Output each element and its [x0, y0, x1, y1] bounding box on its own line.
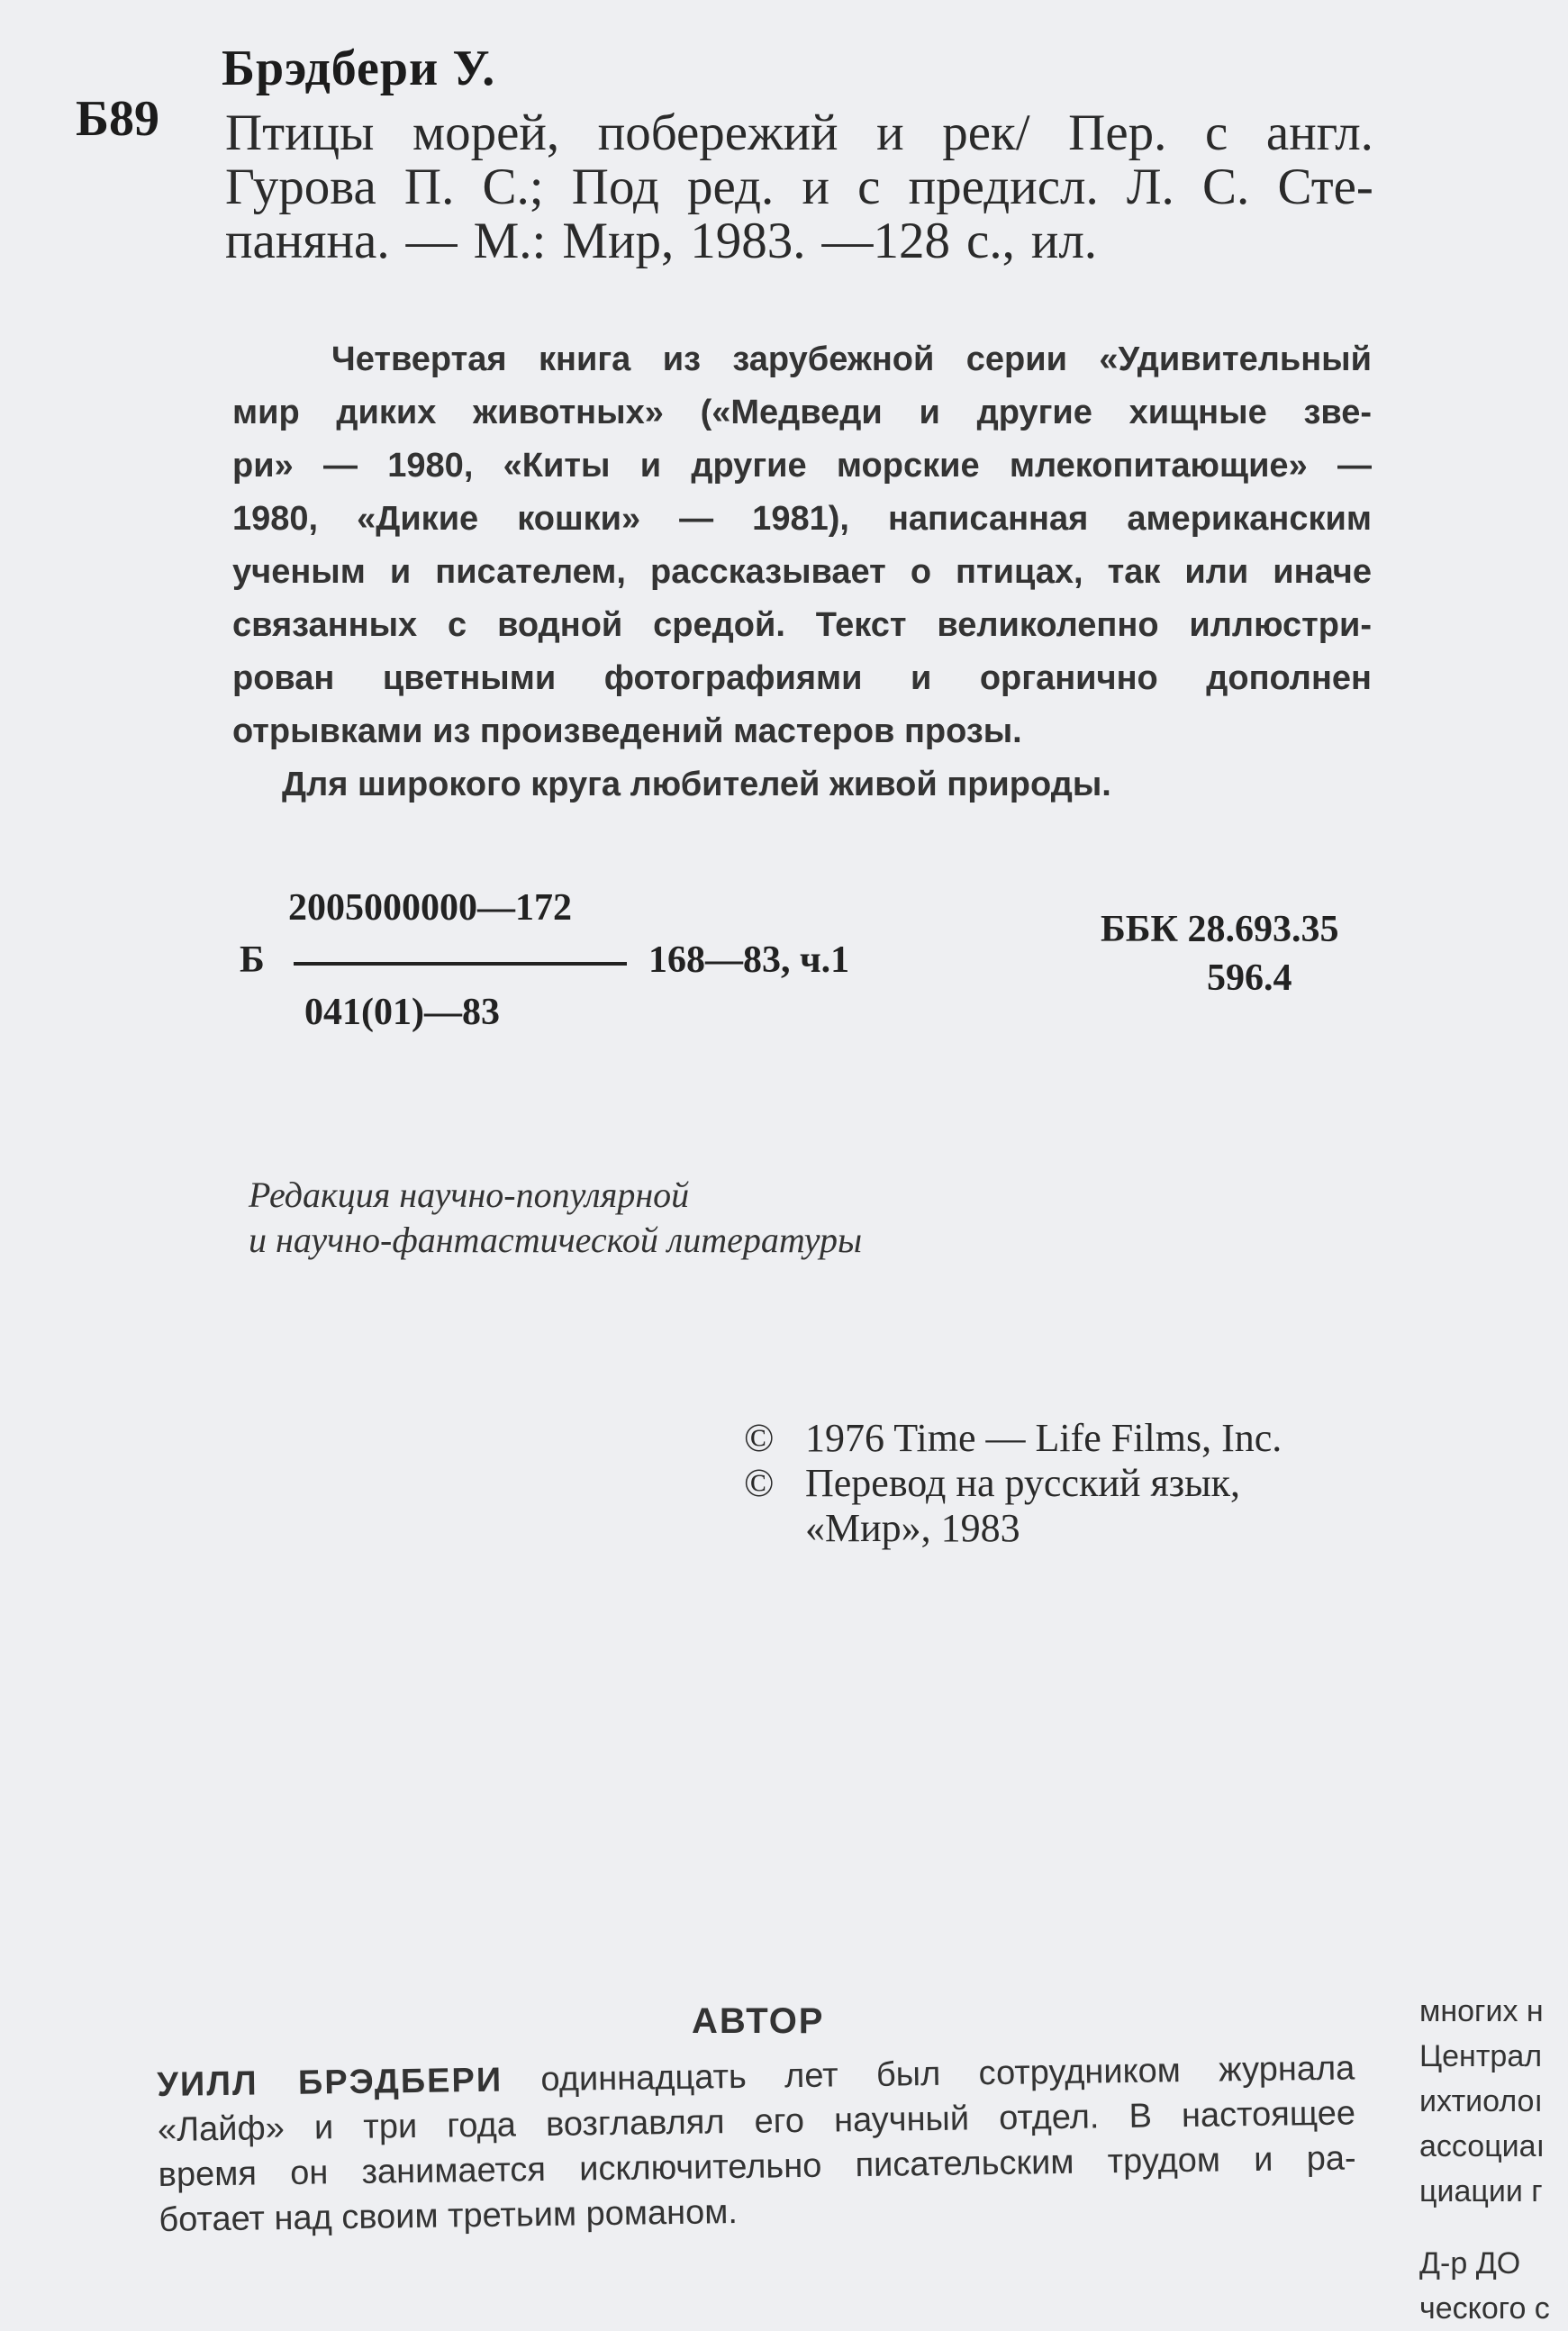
bbk-index: ББК 28.693.35 [1101, 909, 1339, 950]
copyright-line-2 [744, 1461, 1282, 1506]
side-gap [1419, 2214, 1550, 2241]
catalog-code: Б89 [76, 91, 160, 147]
biblio-line-3 [225, 214, 1373, 268]
biblio-line-2 [225, 160, 1373, 214]
word: предисл. [908, 159, 1099, 215]
word: П. [403, 159, 455, 215]
biblio-line-1 [225, 106, 1373, 160]
side-line: многих н [1419, 1994, 1544, 2028]
audience-note: Для широкого круга любителей живой природы. [282, 766, 1111, 803]
editorial-line-1: Редакция научно-популярной [249, 1175, 690, 1215]
bbk-index-secondary: 596.4 [1207, 957, 1292, 999]
about-author-text [157, 2045, 1357, 2243]
author-full-name: УИЛЛ БРЭДБЕРИ [157, 2061, 503, 2104]
annotation-line: ри» — 1980, «Киты и другие морские млекопитающие» — [232, 447, 1372, 485]
word: морей, [412, 104, 560, 161]
annotation-line: 1980, «Дикие кошки» — 1981), написанная американским [232, 500, 1372, 538]
word: англ. [1265, 104, 1373, 161]
bibliographic-description [225, 106, 1373, 268]
annotation-line: отрывками из произведений мастеров прозы. [232, 712, 1022, 750]
word: — [405, 213, 458, 269]
bk-middle: 168—83, ч.1 [648, 939, 850, 981]
word: Сте- [1277, 159, 1373, 215]
author-line: «Лайф» и три года возглавлял его научный отдел. В настоящее [157, 2094, 1356, 2149]
copyright-text: «Мир», 1983 [805, 1506, 1020, 1550]
annotation-line: мир диких животных» («Медведи и другие хищные зве- [232, 394, 1372, 431]
bk-denominator: 041(01)—83 [304, 992, 500, 1033]
word: и [802, 159, 829, 215]
author-line: ботает над своим третьим романом. [159, 2193, 739, 2239]
word: паняна. [225, 213, 390, 269]
author-name: Брэдбери У. [222, 41, 496, 96]
annotation-line: ученым и писателем, рассказывает о птицах, так или иначе [232, 553, 1372, 591]
word: с [857, 159, 881, 215]
side-line: ихтиолоı [1419, 2084, 1543, 2118]
side-line: Д-р ДО [1419, 2246, 1521, 2281]
word: Л. [1126, 159, 1174, 215]
word: С.; [482, 159, 544, 215]
copyright-text: 1976 Time — Life Films, Inc. [805, 1416, 1282, 1460]
bk-numerator: 2005000000—172 [288, 887, 572, 929]
word: ред. [687, 159, 775, 215]
copyright-icon: © [744, 1416, 775, 1460]
editorial-office [249, 1173, 862, 1263]
word: —128 [821, 213, 951, 269]
copyright-block [744, 1416, 1282, 1551]
annotation-line: связанных с водной средой. Текст великолепно иллюстри- [232, 606, 1372, 644]
bk-letter: Б [240, 939, 265, 981]
annotation-line: Четвертая книга из зарубежной серии «Удивительный [331, 340, 1372, 378]
word: М.: [473, 213, 547, 269]
word: с., [966, 213, 1015, 269]
word: 1983. [690, 213, 806, 269]
word: рек/ [942, 104, 1030, 161]
side-line: ассоциаı [1419, 2129, 1545, 2163]
word: ил. [1030, 213, 1098, 269]
word: с [1205, 104, 1228, 161]
copyright-icon: © [744, 1461, 775, 1505]
word: Гурова [225, 159, 376, 215]
copyright-line-1 [744, 1416, 1282, 1461]
fraction-line [294, 962, 627, 966]
word: и [876, 104, 904, 161]
annotation [232, 333, 1372, 812]
spacer [744, 1506, 805, 1551]
annotation-line: рован цветными фотографиями и органично дополнен [232, 659, 1372, 697]
author-line: время он занимается исключительно писательским трудом и ра- [158, 2139, 1356, 2194]
copyright-line-3 [744, 1506, 1282, 1551]
side-line: циации г [1419, 2174, 1543, 2209]
word: Птицы [225, 104, 375, 161]
author-line-rest: одиннадцать лет был сотрудником журнала [502, 2049, 1355, 2100]
word: Под [571, 159, 659, 215]
copyright-text: Перевод на русский язык, [805, 1461, 1241, 1505]
side-line: ческого с [1419, 2291, 1550, 2326]
word: Мир, [562, 213, 675, 269]
editorial-line-2: и научно-фантастической литературы [249, 1220, 863, 1260]
word: побережий [597, 104, 838, 161]
word: Пер. [1068, 104, 1167, 161]
adjacent-page-column [1419, 1989, 1550, 2331]
about-author-heading: АВТОР [692, 2001, 825, 2041]
side-line: Централ [1419, 2039, 1543, 2073]
word: С. [1201, 159, 1250, 215]
